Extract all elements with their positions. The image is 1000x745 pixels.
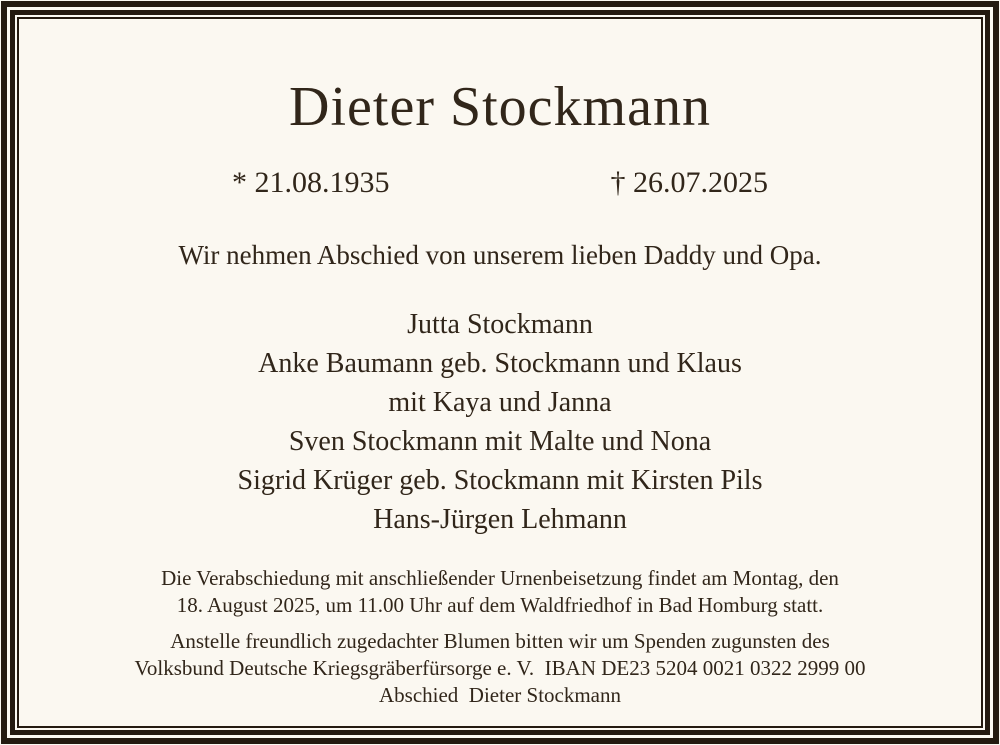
mourners-list <box>19 305 981 539</box>
service-announcement <box>19 565 981 619</box>
life-dates-row <box>232 165 768 201</box>
obituary-card <box>19 19 981 726</box>
service-line: Die Verabschiedung mit anschließender Urnenbeisetzung findet am Montag, den <box>161 566 839 591</box>
mourner-line: mit Kaya und Janna <box>388 387 612 419</box>
deceased-name: Dieter Stockmann <box>289 76 711 138</box>
donation-line: Volksbund Deutsche Kriegsgräberfürsorge e. V. IBAN DE23 5204 0021 0322 2999 00 <box>134 656 866 681</box>
mourner-line: Hans-Jürgen Lehmann <box>373 504 627 536</box>
mourner-line: Anke Baumann geb. Stockmann und Klaus <box>258 348 742 380</box>
donation-line: Anstelle freundlich zugedachter Blumen bitten wir um Spenden zugunsten des <box>170 629 830 654</box>
farewell-line: Wir nehmen Abschied von unserem lieben Daddy und Opa. <box>178 240 822 270</box>
mourner-line: Jutta Stockmann <box>407 309 593 341</box>
service-line: 18. August 2025, um 11.00 Uhr auf dem Waldfriedhof in Bad Homburg statt. <box>176 593 824 618</box>
mourner-line: Sven Stockmann mit Malte und Nona <box>288 426 712 458</box>
death-date: † 26.07.2025 <box>610 166 768 199</box>
mourner-line: Sigrid Krüger geb. Stockmann mit Kirsten Pils <box>237 465 763 497</box>
donation-line: Abschied Dieter Stockmann <box>378 683 622 708</box>
birth-date: * 21.08.1935 <box>232 166 390 199</box>
donation-note <box>19 628 981 709</box>
